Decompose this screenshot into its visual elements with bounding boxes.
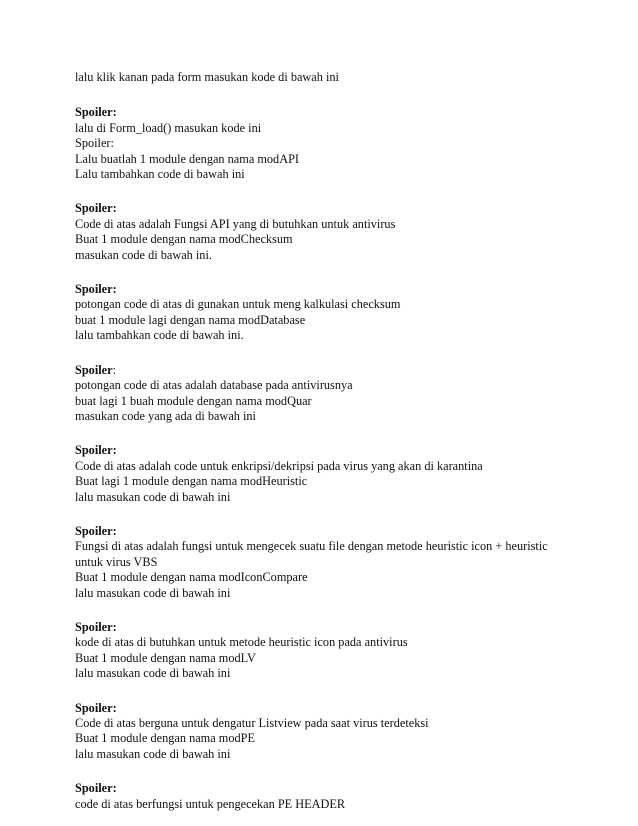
spoiler-heading-text: Spoiler: [75, 201, 117, 216]
spoiler-heading-text: Spoiler: [75, 700, 117, 715]
body-text-line: lalu masukan code di bawah ini [75, 746, 231, 761]
sections-container [75, 105, 595, 812]
body-text-line: buat 1 module lagi dengan nama modDatabase [75, 312, 306, 327]
body-text-line: masukan code yang ada di bawah ini [75, 408, 256, 423]
spoiler-heading-text: Spoiler: [75, 619, 117, 634]
spoiler-section [75, 620, 595, 682]
body-text-line: Code di atas adalah code untuk enkripsi/dekripsi pada virus yang akan di karantina [75, 458, 483, 473]
body-text-line: Buat 1 module dengan nama modIconCompare [75, 570, 308, 585]
body-text-line: Lalu tambahkan code di bawah ini [75, 167, 245, 182]
spoiler-heading [75, 282, 595, 297]
body-text-line: lalu masukan code di bawah ini [75, 585, 231, 600]
spoiler-heading-text: Spoiler: [75, 781, 117, 796]
body-text-line: Buat 1 module dengan nama modLV [75, 650, 256, 665]
body-text-line: buat lagi 1 buah module dengan nama modQuar [75, 393, 312, 408]
spoiler-section [75, 524, 595, 601]
body-text-line: lalu masukan code di bawah ini [75, 489, 231, 504]
intro-line: lalu klik kanan pada form masukan kode di bawah ini [75, 70, 339, 84]
body-text-line: masukan code di bawah ini. [75, 247, 212, 262]
spoiler-section [75, 105, 595, 182]
body-text-line: potongan code di atas adalah database pada antivirusnya [75, 378, 353, 393]
body-text-line: lalu di Form_load() masukan kode ini [75, 120, 262, 135]
body-text-line: Buat 1 module dengan nama modPE [75, 731, 255, 746]
body-text-line: Spoiler: [75, 136, 114, 151]
spoiler-section [75, 363, 595, 425]
spoiler-heading [75, 443, 595, 458]
spoiler-heading [75, 781, 595, 796]
spoiler-heading-text: Spoiler: [75, 443, 117, 458]
spoiler-heading-text: Spoiler: [75, 282, 117, 297]
body-text-line: untuk virus VBS [75, 554, 158, 569]
spoiler-heading [75, 524, 595, 539]
spoiler-heading-text: Spoiler: [75, 523, 117, 538]
spoiler-section [75, 201, 595, 263]
spoiler-heading-text: Spoiler [75, 362, 113, 377]
body-text-line: Buat lagi 1 module dengan nama modHeuristic [75, 474, 308, 489]
body-text-line: lalu tambahkan code di bawah ini. [75, 328, 244, 343]
spoiler-heading [75, 620, 595, 635]
body-text-line: Code di atas berguna untuk dengatur Listview pada saat virus terdeteksi [75, 716, 429, 730]
body-text-line: kode di atas di butuhkan untuk metode heuristic icon pada antivirus [75, 635, 408, 650]
spoiler-section [75, 282, 595, 344]
body-text-line: Fungsi di atas adalah fungsi untuk mengecek suatu file dengan metode heuristic icon + heuristic [75, 539, 548, 554]
body-text-line: code di atas berfungsi untuk pengecekan PE HEADER [75, 796, 346, 811]
spoiler-heading-suffix: : [112, 362, 116, 377]
document-body [75, 70, 595, 812]
spoiler-heading [75, 201, 595, 216]
spoiler-section [75, 701, 595, 763]
spacer [75, 85, 595, 105]
spoiler-heading [75, 701, 595, 716]
spoiler-heading [75, 363, 595, 378]
body-text-line: Buat 1 module dengan nama modChecksum [75, 232, 293, 247]
spoiler-heading [75, 105, 595, 120]
body-text-line: Lalu buatlah 1 module dengan nama modAPI [75, 151, 300, 166]
body-text-line: Code di atas adalah Fungsi API yang di butuhkan untuk antivirus [75, 216, 396, 231]
body-text-line: potongan code di atas di gunakan untuk meng kalkulasi checksum [75, 297, 401, 312]
body-text-line: lalu masukan code di bawah ini [75, 666, 231, 681]
spoiler-heading-text: Spoiler: [75, 105, 117, 120]
spoiler-section [75, 443, 595, 505]
spoiler-section [75, 781, 595, 812]
